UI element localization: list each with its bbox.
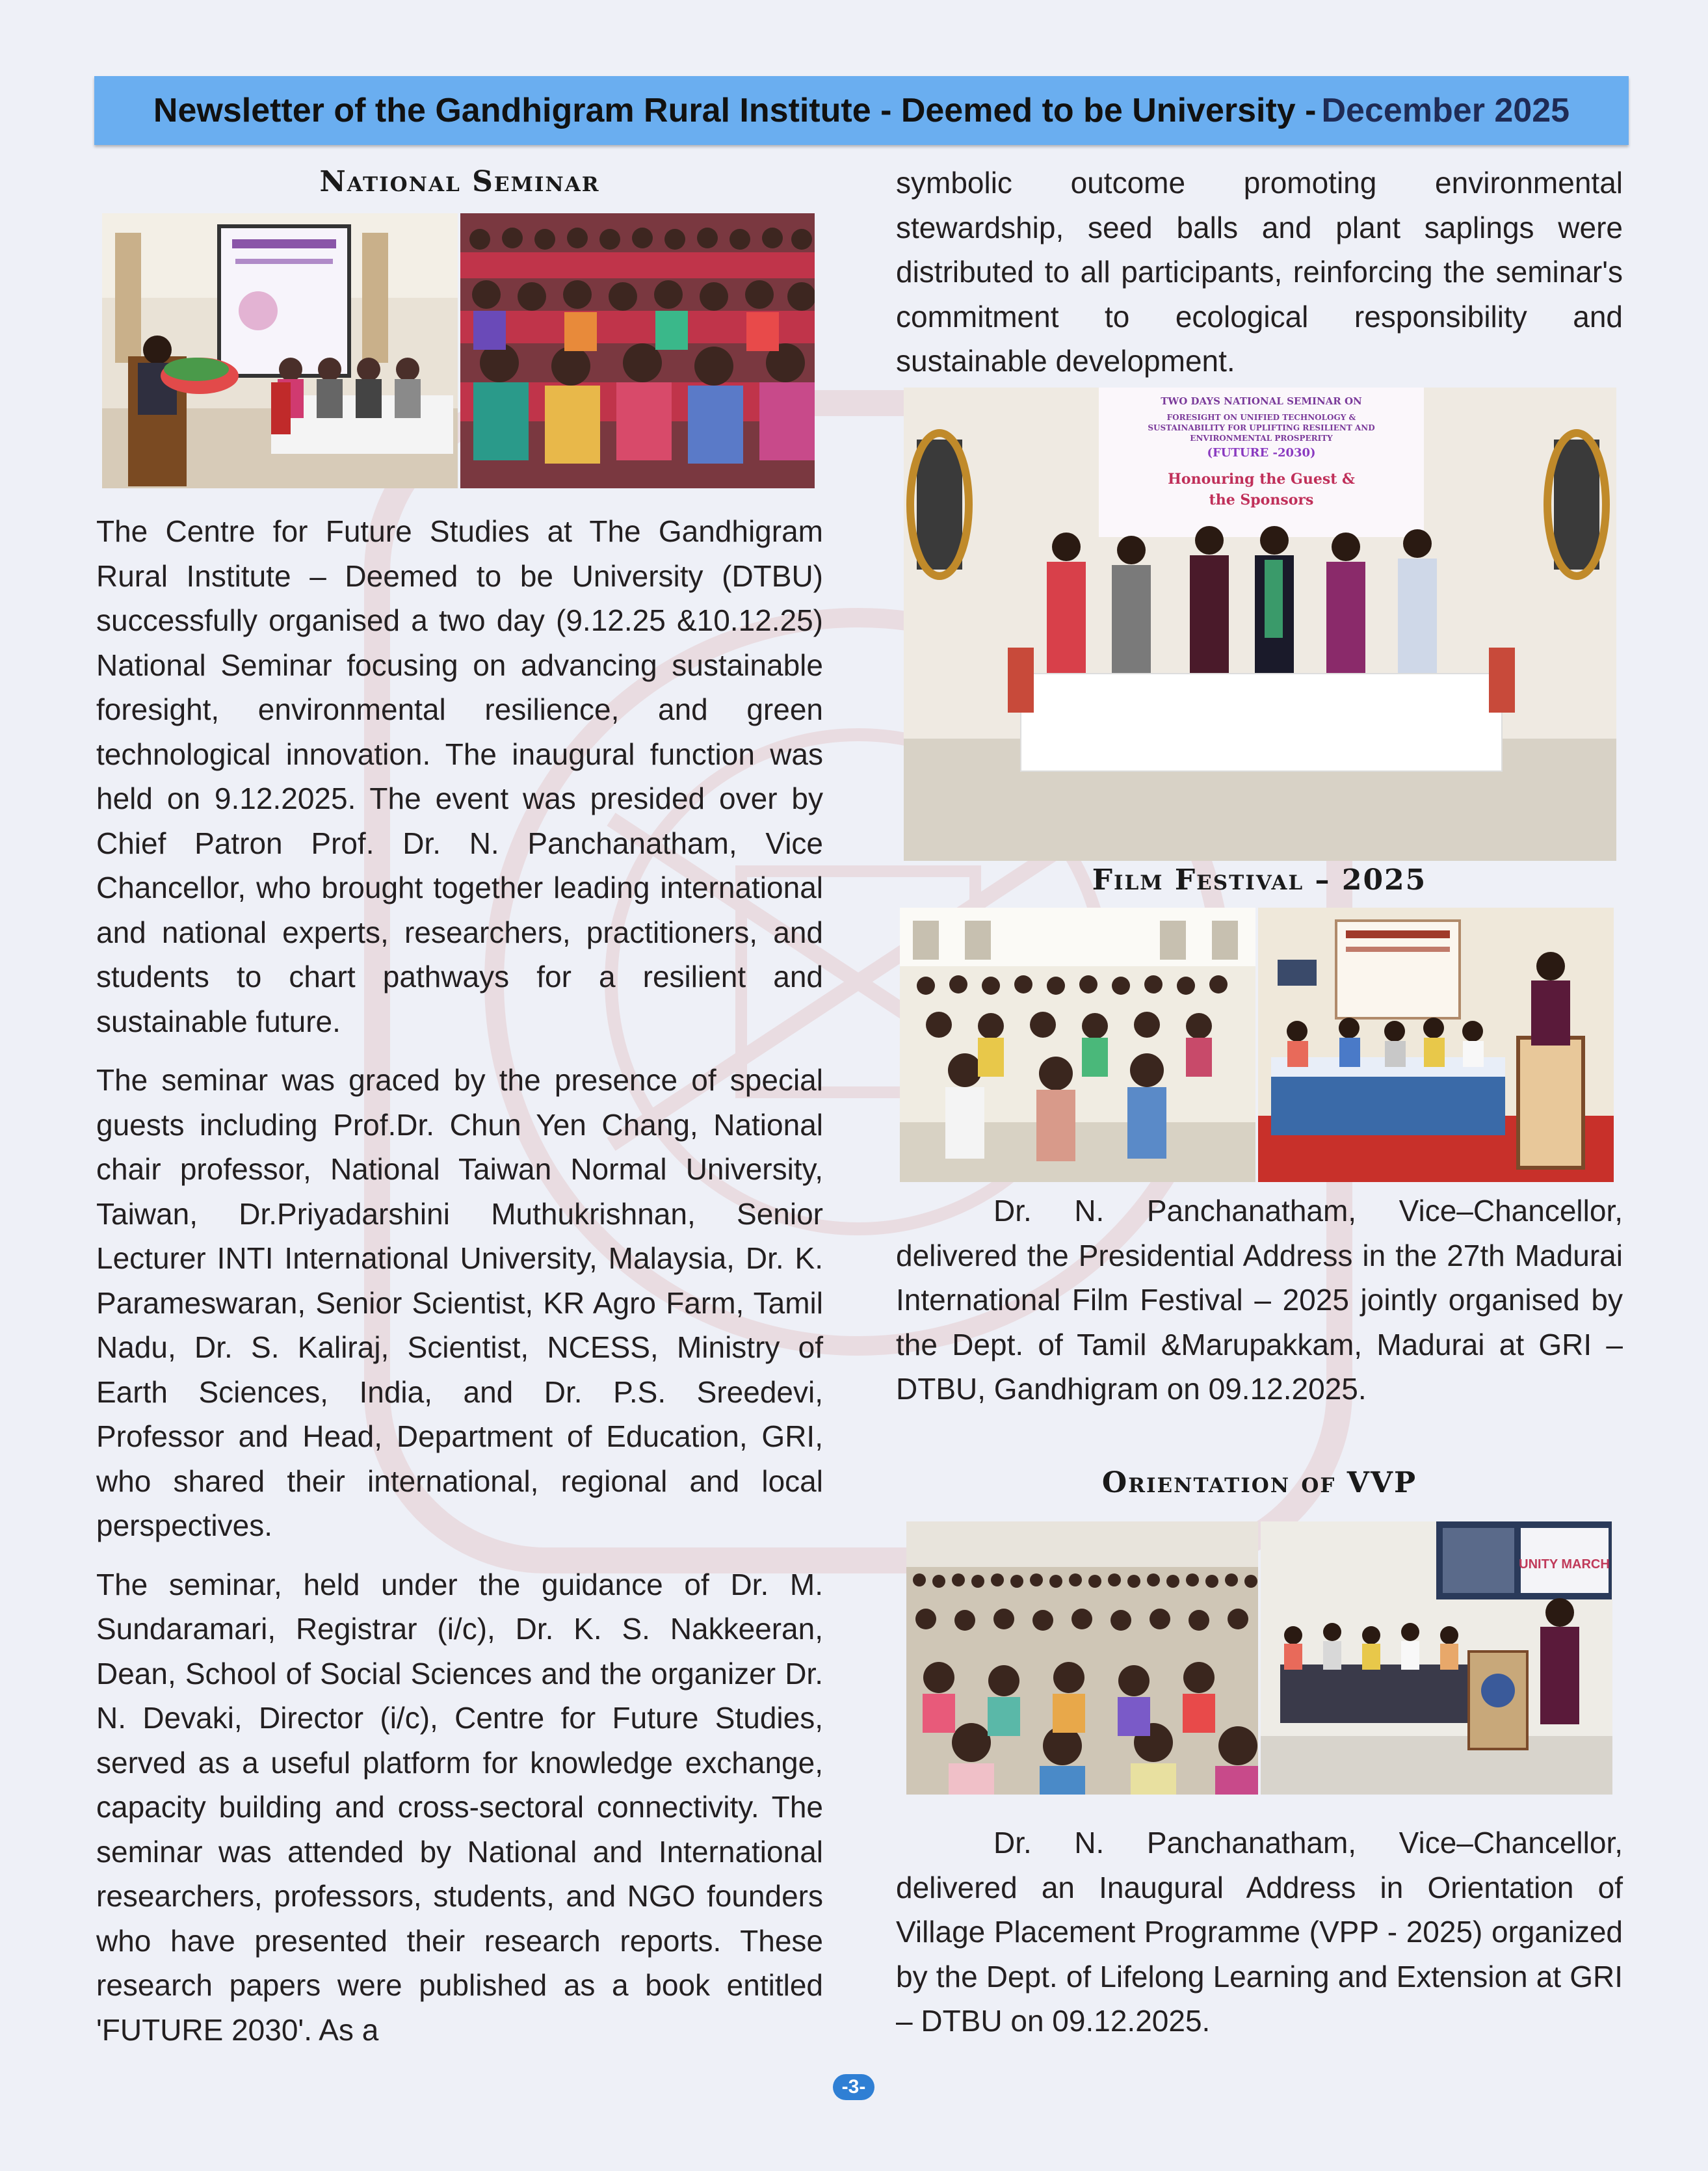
national-seminar-paragraph-2: The seminar was graced by the presence of special guests including Prof.Dr. Chun Yen Chang, National chair professor, National Taiwan Normal University, Taiwan, Dr.Priyadarshini Muthukrishnan, Senior Lecturer INTI International University, Malaysia, Dr. K. Parameswaran, Senior Scientist, KR Agro Farm, Tamil Nadu, Dr. S. Kaliraj, Scientist, NCESS, Ministry of Earth Sciences, India, and Dr. P.S. Sreedevi, Professor and Head, Department of Education, GRI, who shared their international, regional and local perspectives. [96,1063,823,1542]
banner-line-4: ENVIRONMENTAL PROSPERITY [1190,434,1333,443]
newsletter-date: December 2025 [1321,92,1570,129]
orientation-heading [896,1466,1623,1499]
photo-honouring-guests [904,388,1616,861]
banner-line-5: (FUTURE -2030) [1207,446,1316,460]
banner-line-7: the Sponsors [1209,492,1314,508]
left-body-text [96,509,823,2052]
national-seminar-continuation: symbolic outcome promoting environmental stewardship, seed balls and plant saplings were distributed to all participants, reinforcing the seminar's commitment to ecological responsibility and sustainable development. [896,166,1623,378]
photo-orientation-audience [906,1521,1258,1795]
photo-orientation-stage [1261,1521,1612,1795]
orientation-text [896,1821,1623,2044]
film-festival-heading [896,863,1623,897]
banner-line-3: SUSTAINABILITY FOR UPLIFTING RESILIENT AND [1148,423,1375,432]
banner-line-2: FORESIGHT ON UNIFIED TECHNOLOGY & [1166,413,1356,422]
national-seminar-paragraph-3: The seminar, held under the guidance of Dr. M. Sundaramari, Registrar (i/c), Dr. K. S. Nakkeeran, Dean, School of Social Sciences and the organizer Dr. N. Devaki, Director (i/c), Centre for Future Studies, served as a useful platform for knowledge exchange, capacity building and cross-sectoral connectivity. The seminar was attended by National and International researchers, professors, students, and NGO founders who have presented their research reports. These research papers were published as a book entitled 'FUTURE 2030'. As a [96,1567,823,2047]
screen-unity-march: UNITY MARCH [1519,1557,1610,1572]
section-title-film-festival: Film Festival – 2025 [1092,863,1427,897]
film-festival-paragraph: Dr. N. Panchanatham, Vice–Chancellor, delivered the Presidential Address in the 27th Madurai International Film Festival – 2025 jointly organised by the Dept. of Tamil &Marupakkam, Madurai at GRI – DTBU, Gandhigram on 09.12.2025. [896,1194,1623,1406]
photo-film-festival-stage [1258,908,1614,1182]
newsletter-header [94,76,1629,145]
photo-seminar-audience [460,213,815,488]
section-title-national-seminar: National Seminar [319,165,600,198]
national-seminar-paragraph-1: The Centre for Future Studies at The Gandhigram Rural Institute – Deemed to be University (DTBU) successfully organised a two day (9.12.25 &10.12.25) National Seminar focusing on advancing sustainable foresight, environmental resilience, and green technological innovation. The inaugural function was held on 9.12.2025. The event was presided over by Chief Patron Prof. Dr. N. Panchanatham, Vice Chancellor, who brought together leading international and national experts, researchers, practitioners, and students to chart pathways for a resilient and sustainable future. [96,514,823,1038]
right-column-top [896,161,1623,384]
page-number: -3- [833,2074,874,2100]
film-festival-text [896,1189,1623,1412]
orientation-paragraph: Dr. N. Panchanatham, Vice–Chancellor, delivered an Inaugural Address in Orientation of Village Placement Programme (VPP - 2025) organized by the Dept. of Lifelong Learning and Extension at GRI – DTBU on 09.12.2025. [896,1826,1623,2038]
banner-line-1: TWO DAYS NATIONAL SEMINAR ON [1161,395,1362,407]
banner-line-6: Honouring the Guest & [1168,471,1355,488]
photo-film-festival-audience [900,908,1255,1182]
section-title-orientation: Orientation of VVP [1101,1466,1417,1499]
photo-seminar-speaker [102,213,458,488]
newsletter-title: Newsletter of the Gandhigram Rural Institute - Deemed to be University - [153,92,1317,129]
left-column [96,156,823,198]
